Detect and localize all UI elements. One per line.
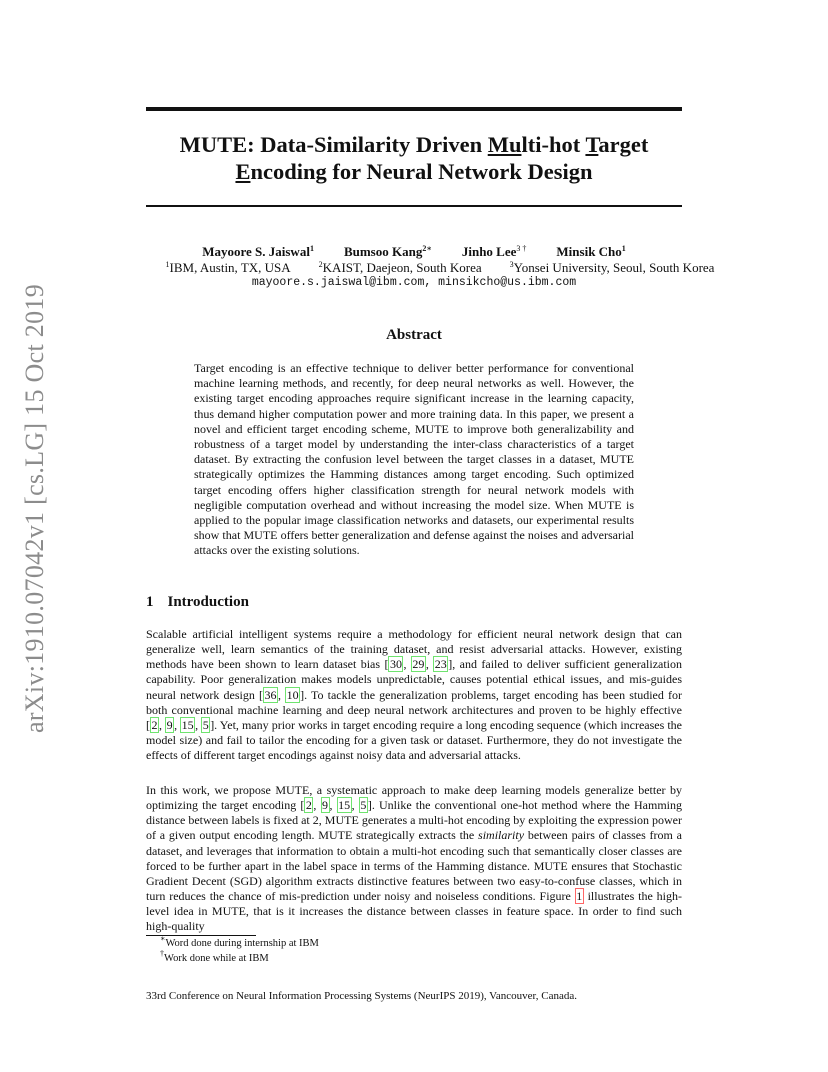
affiliation-list xyxy=(120,260,760,276)
citation-link[interactable]: 30 xyxy=(389,657,402,672)
conference-footer: 33rd Conference on Neural Information Processing Systems (NeurIPS 2019), Vancouver, Canada. xyxy=(146,990,578,1002)
title-line1-post: arget xyxy=(598,132,649,157)
footnote: ∗Word done during internship at IBM xyxy=(160,934,319,949)
title-line1-mid: lti-hot xyxy=(521,132,586,157)
citation-link[interactable]: 15 xyxy=(338,798,351,813)
footnote: †Work done while at IBM xyxy=(160,949,269,964)
title-underline-t: T xyxy=(585,132,599,157)
title-top-rule xyxy=(146,107,682,111)
section-heading xyxy=(146,594,249,611)
title-bottom-rule xyxy=(146,205,682,207)
citation-link[interactable]: 9 xyxy=(322,798,329,813)
citation-link[interactable]: 9 xyxy=(166,717,173,732)
section-title: Introduction xyxy=(167,594,249,610)
abstract-heading: Abstract xyxy=(386,327,442,343)
section-number: 1 xyxy=(146,594,154,610)
author-name: Bumsoo Kang$^{2∗}$ xyxy=(343,244,432,259)
affiliation: $^3$Yonsei University, Seoul, South Korea xyxy=(509,260,715,275)
figure-link[interactable]: 1 xyxy=(576,889,583,904)
author-name: Mayoore S. Jaiswal$^1$ xyxy=(202,244,314,259)
title-underline-e: E xyxy=(235,159,251,184)
citation-link[interactable]: 15 xyxy=(181,717,194,732)
citation-link[interactable]: 2 xyxy=(305,798,312,813)
abstract-text: Target encoding is an effective technique to deliver better performance for conventional machine learning methods, and recently, for deep neural networks as well. However, the existing target encoding approaches require significant increase in the learning capacity, thus demand higher computation power and more training data. In this paper, we present a novel and efficient target encoding scheme, MUTE to improve both generalizability and robustness of a target model by understanding the inter-class characteristics of a target dataset. By extracting the confusion level between the target classes in a dataset, MUTE strategically optimizes the Hamming distances among target encoding. Such optimized target encoding offers higher classification strength for neural network models with negligible computation overhead and without increasing the model size. When MUTE is applied to the popular image classification networks and datasets, our experimental results show that MUTE offers better generalization and defense against the noises and adversarial attacks over the existing solutions. xyxy=(194,361,634,558)
title-line1-pre: MUTE: Data-Similarity Driven xyxy=(179,132,488,157)
title-line2-post: ncoding for Neural Network Design xyxy=(250,159,593,184)
citation-link[interactable]: 29 xyxy=(412,657,425,672)
citation-link[interactable]: 2 xyxy=(151,717,158,732)
citation-link[interactable]: 5 xyxy=(360,798,367,813)
author-list xyxy=(146,244,682,260)
citation-link[interactable]: 5 xyxy=(202,717,209,732)
intro-paragraph-2: In this work, we propose MUTE, a systematic approach to make deep learning models generalize better by optimizing the target encoding [ 2 , 9 , 15 , 5 ]. Unlike the conventional one-hot method where the Hamming distance between labels is fixed at 2, MUTE generates a multi-hot encoding by exploiting the expression power of a given output encoding length. MUTE strategically extracts the similarity between pairs of classes from a dataset, and leverages that information to obtain a multi-hot encoding such that semantically closer classes are forced to be further apart in the label space in terms of the Hamming distance. MUTE ensures that Stochastic Gradient Decent (SGD) algorithm extracts distinctive features between two easy-to-confuse classes, which in turn reduces the chance of mis-prediction under noisy and noiseless conditions. Figure 1 illustrates the high-level idea in MUTE, that is it increases the distance between classes in feature space. In order to find such high-quality xyxy=(146,783,682,934)
citation-link[interactable]: 10 xyxy=(286,687,299,702)
author-name: Jinho Lee$^{3 \dagger}$ xyxy=(461,244,527,259)
emphasis-similarity: similarity xyxy=(478,828,525,843)
citation-link[interactable]: 36 xyxy=(264,687,277,702)
citation-link[interactable]: 23 xyxy=(434,657,447,672)
author-name: Minsik Cho$^1$ xyxy=(556,244,626,259)
intro-paragraph-1: Scalable artificial intelligent systems require a methodology for efficient neural network design that can generalize well, learn semantics of the training dataset, and resist adversarial attacks. However, existing methods have been shown to learn dataset bias [ 30 , 29 , 23 ], and failed to deliver sufficient generalization capability. Poor generalization makes models unpredictable, causes potential ethical issues, and mis-guides neural network design [ 36 , 10 ]. To tackle the generalization problems, target encoding has been studied for both conventional machine learning and deep neural network architectures and proven to be highly effective [ 2 , 9 , 15 , 5 ]. Yet, many prior works in target encoding require a long encoding sequence (which increases the model size) and fail to tailor the encoding for a given task or dataset. Furthermore, they do not investigate the effects of different target encodings against noisy data and adversarial attacks. xyxy=(146,627,683,763)
affiliation: $^1$IBM, Austin, TX, USA xyxy=(165,260,291,275)
affiliation: $^2$KAIST, Daejeon, South Korea xyxy=(318,260,482,275)
arxiv-sidebar-stamp: arXiv:1910.07042v1 [cs.LG] 15 Oct 2019 xyxy=(20,284,49,733)
paper-title xyxy=(146,131,682,185)
author-emails: mayoore.s.jaiswal@ibm.com, minsikcho@us.ibm.com xyxy=(251,276,577,289)
title-underline-mu: Mu xyxy=(487,132,522,157)
